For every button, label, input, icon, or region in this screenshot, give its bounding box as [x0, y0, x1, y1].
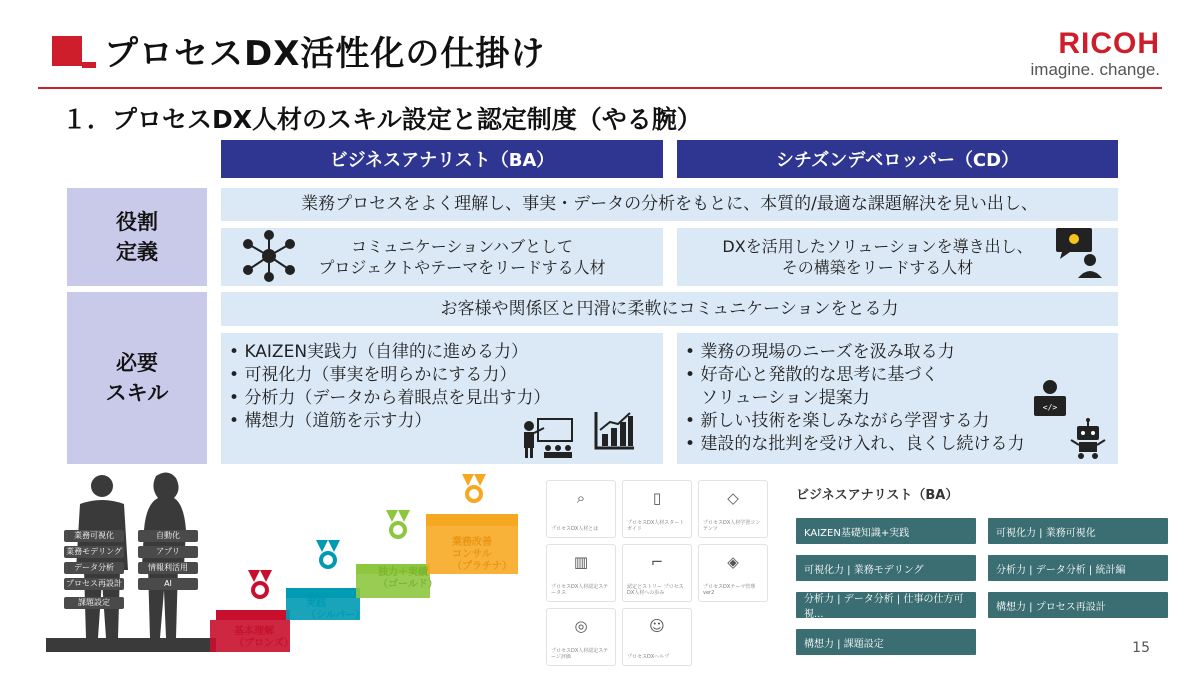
coder-icon [1028, 378, 1072, 420]
tile-label: プロセスDX人材学習コンテンツ [703, 520, 761, 532]
tile-label: プロセスDX人材認定ステージ評価 [551, 648, 609, 660]
role-ba-line1: コミュニケーションハブとして [351, 237, 573, 256]
course-button[interactable]: 分析力 | データ分析 | 統計編 [988, 555, 1168, 581]
tile-label: プロセスDX人材とは [551, 526, 599, 532]
helper-icon: ☺ [649, 617, 665, 635]
skill-tag: AI [138, 578, 198, 590]
portal-tile[interactable] [546, 544, 616, 602]
section-subtitle: １．プロセスDX人材のスキル設定と認定制度（やる腕） [62, 105, 702, 134]
course-button[interactable]: 可視化力 | 業務モデリング [796, 555, 976, 581]
tile-label: プロセスDX人材認定ステータス [551, 584, 609, 596]
skill-common-cell: お客様や関係区と円滑に柔軟にコミュニケーションをとる力 [221, 292, 1118, 326]
tile-label: プロセスDXテーマ管理ver2 [703, 584, 756, 596]
growth-chart-icon [594, 410, 636, 450]
platinum-medal-icon [462, 474, 486, 503]
header-divider [38, 87, 1162, 89]
logo-brand: RICOH [1058, 27, 1160, 60]
course-button[interactable]: KAIZEN基礎知識+実践 [796, 518, 976, 544]
skill-tag: 情報利活用 [138, 562, 198, 574]
gold-medal-icon [386, 510, 410, 539]
skill-tag: 業務可視化 [64, 530, 124, 542]
skill-cd-item: • 新しい技術を楽しみながら学習する力 [685, 410, 1118, 433]
tile-label: プロセスDX人材スタートガイド [627, 520, 685, 532]
column-header-ba: ビジネスアナリスト（BA） [221, 140, 663, 178]
skill-tag: データ分析 [64, 562, 124, 574]
tile-label: 認定とストリー プロセスDX人材への歩み [627, 584, 684, 596]
idea-person-icon [1052, 226, 1106, 280]
svg-text:</>: </> [1042, 403, 1058, 412]
search-person-icon: ⌕ [576, 489, 586, 507]
skill-ba-item: • 分析力（データから着眼点を見出す力） [229, 387, 663, 410]
course-button[interactable]: 可視化力 | 業務可視化 [988, 518, 1168, 544]
column-header-cd: シチズンデベロッパー（CD） [677, 140, 1118, 178]
course-button[interactable]: 分析力 | データ分析 | 仕事の仕方可視... [796, 592, 976, 618]
presenter-icon [520, 416, 576, 460]
course-button[interactable]: 構想力 | 課題設定 [796, 629, 976, 655]
portal-tile[interactable] [622, 544, 692, 602]
skill-cd-item: • 好奇心と発散的な思考に基づく [685, 364, 1118, 387]
page-number: 15 [1132, 640, 1150, 656]
page-title: プロセスDX活性化の仕掛け [104, 34, 546, 74]
role-cd-line1: DXを活用したソリューションを導き出し、 [722, 237, 1033, 256]
robot-icon [1068, 418, 1108, 460]
step-label-gold: 独力＋実績 （ゴールド） [378, 567, 438, 590]
diamond-icon: ◈ [727, 553, 739, 571]
title-accent-underline [82, 62, 96, 68]
network-hub-icon [236, 228, 302, 284]
row-header-role: 役割 定義 [67, 188, 207, 286]
skill-cd-item: • 業務の現場のニーズを汲み取る力 [685, 341, 1118, 364]
portal-tile[interactable] [622, 608, 692, 666]
skill-ba-item: • KAIZEN実践力（自律的に進める力） [229, 341, 663, 364]
skill-tag: プロセス再設計 [66, 579, 122, 588]
grad-cap-icon: ◇ [727, 489, 739, 507]
stairs-icon: ⌐ [650, 553, 664, 571]
skill-ba-item: • 可視化力（事実を明らかにする力） [229, 364, 663, 387]
step-label-platinum: 業務改善 コンサル （プラチナ） [452, 537, 512, 572]
tile-label: プロセスDXヘルプ [627, 654, 670, 660]
bar-chart-icon: ▥ [573, 553, 589, 571]
role-common-cell: 業務プロセスをよく理解し、事実・データの分析をもとに、本質的/最適な課題解決を見い出し、 [221, 188, 1118, 221]
portal-tile[interactable] [698, 544, 768, 602]
skill-cd-item: • 建設的な批判を受け入れ、良くし続ける力 [685, 433, 1118, 456]
portal-tile[interactable] [622, 480, 692, 538]
portal-tile[interactable] [698, 480, 768, 538]
title-accent-mark [52, 36, 82, 66]
step-label-silver: 実践 （シルバー） [306, 598, 366, 621]
role-ba-line2: プロジェクトやテーマをリードする人材 [318, 258, 606, 277]
skill-tag: アプリ [138, 546, 198, 558]
silver-medal-icon [316, 540, 340, 569]
ricoh-logo [1031, 28, 1160, 80]
skill-cd-item-continued: ソリューション提案力 [701, 388, 870, 408]
portal-tile[interactable] [546, 480, 616, 538]
logo-tagline: imagine. change. [1030, 60, 1160, 79]
skill-tag: 業務モデリング [64, 546, 124, 558]
ba-panel-title: ビジネスアナリスト（BA） [796, 488, 959, 503]
skill-ba-item: • 構想力（道筋を示す力） [229, 410, 663, 433]
skill-tag: 課題設定 [64, 597, 124, 609]
bronze-medal-icon [248, 570, 272, 599]
fingerprint-icon: ◎ [574, 617, 588, 635]
role-cd-line2: その構築をリードする人材 [781, 258, 974, 277]
skill-tag: 自動化 [138, 530, 198, 542]
course-button[interactable]: 構想力 | プロセス再設計 [988, 592, 1168, 618]
step-label-bronze: 基本理解 （ブロンズ） [234, 626, 294, 649]
book-icon: ▯ [652, 489, 662, 507]
portal-tile[interactable] [546, 608, 616, 666]
row-header-skill: 必要 スキル [67, 292, 207, 464]
